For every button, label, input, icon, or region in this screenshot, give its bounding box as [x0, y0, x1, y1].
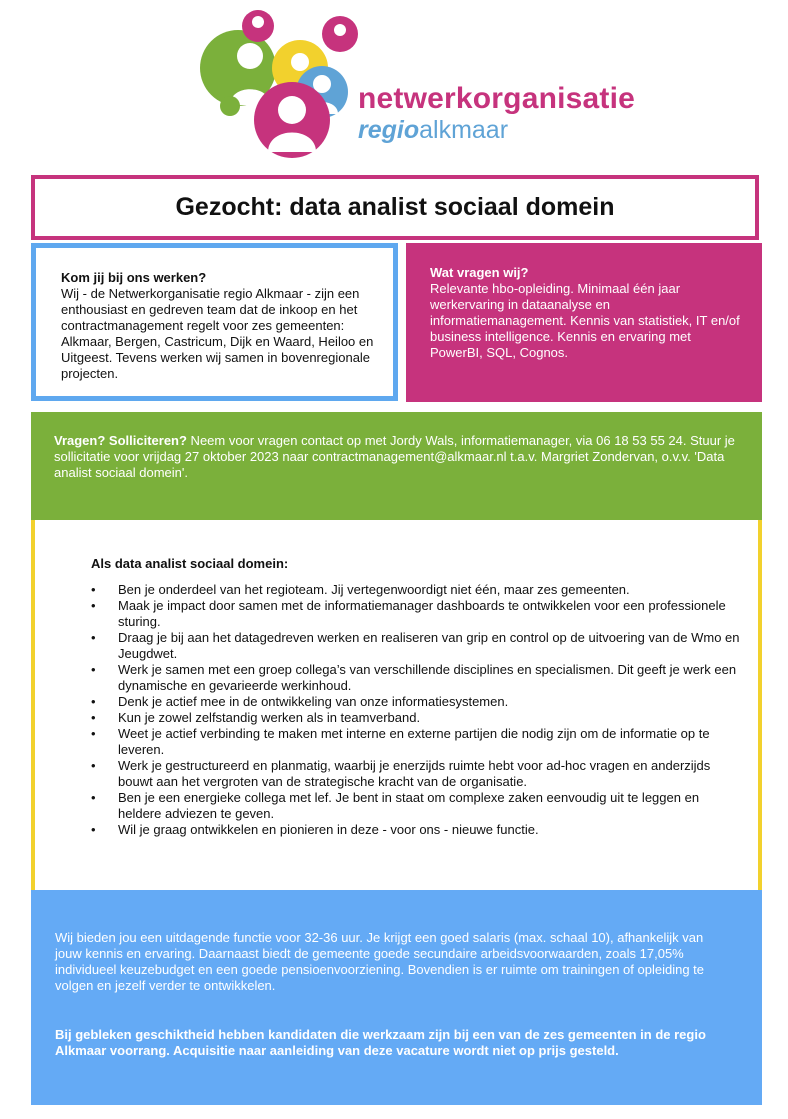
- requirements-heading: Wat vragen wij?: [430, 265, 529, 280]
- page-title: Gezocht: data analist sociaal domein: [175, 193, 615, 221]
- contact-text: Neem voor vragen contact op met Jordy Wals, informatiemanager, via 06 18 53 55 24. Stuur je sollicitatie voor vrijdag 27 oktober 2023 naar contractmanagement@alkmaar.nl t.a.v. Margriet Zondervan, o.v.v. 'Data analist sociaal domein'.: [54, 433, 735, 480]
- intro-content: [61, 270, 381, 382]
- offer-notice: Bij gebleken geschiktheid hebben kandidaten die werkzaam zijn bij een van de zes gemeenten in de regio Alkmaar voorrang. Acquisitie naar aanleiding van deze vacature wordt niet op prijs gesteld.: [55, 1027, 706, 1058]
- bullet-icon: •: [91, 694, 96, 709]
- list-item: [91, 630, 741, 662]
- contact-lead: Vragen? Solliciteren?: [54, 433, 187, 448]
- list-item-text: Maak je impact door samen met de informatiemanager dashboards te ontwikkelen voor een professionele sturing.: [118, 598, 726, 629]
- requirements-text: Relevante hbo-opleiding. Minimaal één jaar werkervaring in dataanalyse en informatiemanagement. Kennis van statistiek, IT en/of business intelligence. Kennis en ervaring met PowerBI, SQL, Cognos.: [430, 281, 740, 360]
- list-item-text: Kun je zowel zelfstandig werken als in teamverband.: [118, 710, 421, 725]
- organization-logo: [200, 10, 660, 160]
- offer-text: Wij bieden jou een uitdagende functie voor 32-36 uur. Je krijgt een goed salaris (max. schaal 10), afhankelijk van jouw kennis en ervaring. Daarnaast biedt de gemeente goede secundaire arbeidsvoorwaarden, zoals 17,05% individueel keuzebudget en een goede pensioenvoorziening. Bovendien is er ruimte om trainingen of opleiding te volgen en jezelf verder te ontwikkelen.: [55, 930, 705, 993]
- requirements-content: [430, 265, 742, 361]
- list-item: [91, 790, 741, 822]
- list-item-text: Ben je een energieke collega met lef. Je bent in staat om complexe zaken eenvoudig uit te leggen en heldere adviezen te geven.: [118, 790, 700, 821]
- intro-text: Wij - de Netwerkorganisatie regio Alkmaar - zijn een enthousiast en gedreven team dat de inkoop en het contractmanagement regelt voor zes gemeenten: Alkmaar, Bergen, Castricum, Dijk en Waard, Heiloo en Uitgeest. Tevens werken wij samen in bovenregionale projecten.: [61, 286, 374, 381]
- requirements-box: [406, 243, 762, 402]
- offer-band: [31, 890, 762, 1105]
- contact-band: [31, 412, 762, 520]
- list-item: [91, 710, 741, 726]
- list-item-text: Wil je graag ontwikkelen en pionieren in deze - voor ons - nieuwe functie.: [118, 822, 539, 837]
- intro-box: [31, 243, 398, 401]
- list-item-text: Draag je bij aan het datagedreven werken en realiseren van grip en control op de uitvoering van de Wmo en Jeugdwet.: [118, 630, 740, 661]
- bullet-icon: •: [91, 790, 96, 805]
- list-item: [91, 758, 741, 790]
- bullet-icon: •: [91, 726, 96, 741]
- bullet-icon: •: [91, 710, 96, 725]
- list-item-text: Ben je onderdeel van het regioteam. Jij vertegenwoordigt niet één, maar zes gemeenten.: [118, 582, 630, 597]
- bullet-icon: •: [91, 598, 96, 613]
- list-item: [91, 726, 741, 758]
- bullet-icon: •: [91, 758, 96, 773]
- list-item-text: Denk je actief mee in de ontwikkeling van onze informatiesystemen.: [118, 694, 509, 709]
- bullet-icon: •: [91, 822, 96, 837]
- intro-heading: Kom jij bij ons werken?: [61, 270, 207, 285]
- list-item: [91, 822, 741, 838]
- brand-sub-regio: regio: [358, 116, 420, 144]
- list-item-text: Werk je gestructureerd en planmatig, waarbij je enerzijds ruimte hebt voor ad-hoc vragen en anderzijds bouwt aan het vergroten van de strategische kracht van de organisatie.: [118, 758, 711, 789]
- list-item-text: Weet je actief verbinding te maken met interne en externe partijen die nodig zijn om de informatie op te leveren.: [118, 726, 710, 757]
- list-item: [91, 598, 741, 630]
- bullet-icon: •: [91, 662, 96, 677]
- role-heading: Als data analist sociaal domein:: [91, 556, 289, 571]
- list-item: [91, 662, 741, 694]
- list-item-text: Werk je samen met een groep collega’s van verschillende disciplines en specialismen. Dit geeft je werk een dynamische en gevarieerde werkinhoud.: [118, 662, 737, 693]
- list-item: [91, 582, 741, 598]
- brand-subname: [358, 116, 508, 145]
- brand-name: netwerkorganisatie: [358, 82, 636, 115]
- bullet-icon: •: [91, 630, 96, 645]
- contact-content: [54, 433, 744, 481]
- people-circles-logo-icon: [200, 10, 370, 160]
- list-item: [91, 694, 741, 710]
- role-list: [91, 582, 741, 838]
- bullet-icon: •: [91, 582, 96, 597]
- brand-sub-alkmaar: alkmaar: [419, 116, 509, 144]
- role-section: [31, 520, 762, 890]
- title-box: [31, 175, 759, 240]
